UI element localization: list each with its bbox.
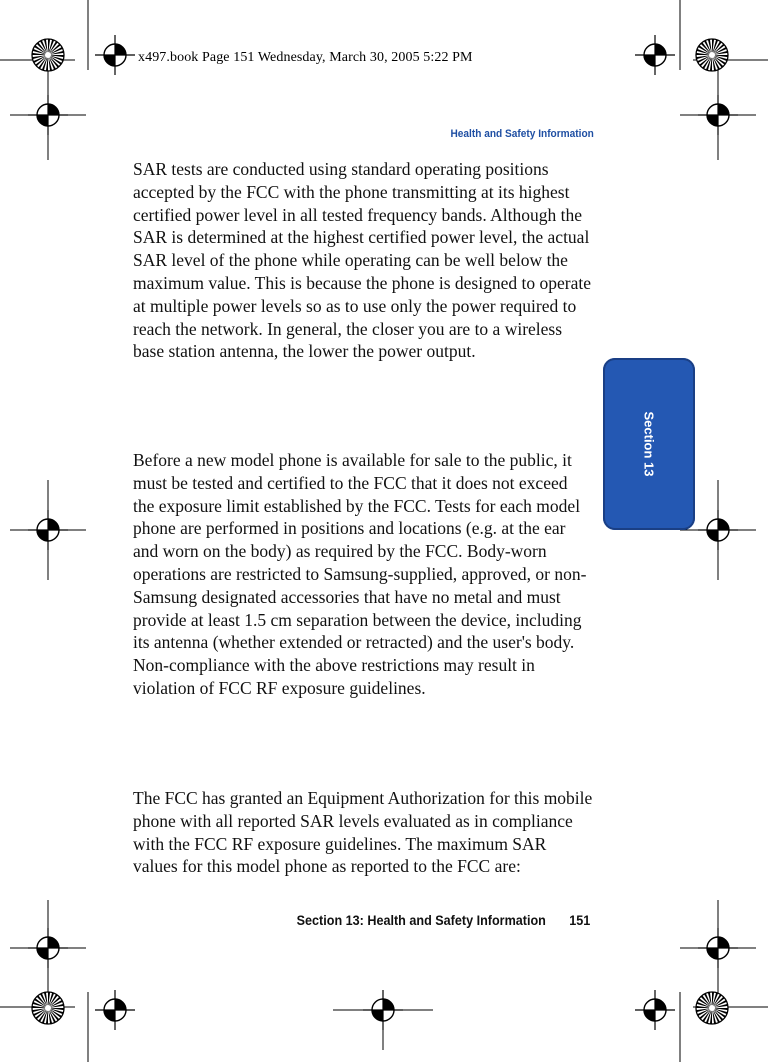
body-paragraph-1: SAR tests are conducted using standard operating positions accepted by the FCC with the phone transmitting at its highest certified power level in all tested frequency bands. Although the SAR is determined at the highest certified power level, the actual SAR level of the phone while operating can be well below the maximum value. This is because the phone is designed to operate at multiple power levels so as to use only the power required to reach the network. In general, the closer you are to a wireless base station antenna, the lower the power output.	[133, 159, 591, 362]
page-footer	[296, 912, 590, 928]
footer-section-title: Section 13: Health and Safety Information	[296, 912, 546, 928]
running-head: Health and Safety Information	[450, 128, 594, 140]
registration-mark-icon	[635, 990, 675, 1030]
registration-mark-icon	[635, 35, 675, 75]
body-paragraph-2: Before a new model phone is available for sale to the public, it must be tested and certified to the FCC that it does not exceed the exposure limit established by the FCC. Tests for each model phone are performed in positions and locations (e.g. at the ear and worn on the body) as required by the FCC. Body-worn operations are restricted to Samsung-supplied, approved, or non-Samsung designated accessories that have no metal and must provide at least 1.5 cm separation between the device, including its antenna (whether extended or retracted) and the user's body. Non-compliance with the above restrictions may result in violation of FCC RF exposure guidelines.	[133, 450, 587, 698]
print-slug-header: x497.book Page 151 Wednesday, March 30, 2005 5:22 PM	[138, 50, 473, 65]
starburst-wheel-icon	[32, 39, 64, 71]
starburst-wheel-icon	[696, 992, 728, 1024]
body-paragraph-3: The FCC has granted an Equipment Authorization for this mobile phone with all reported SAR levels evaluated as in compliance with the FCC RF exposure guidelines. The maximum SAR values for this model phone as reported to the FCC are:	[133, 788, 593, 877]
starburst-wheel-icon	[32, 992, 64, 1024]
page-number: 151	[568, 912, 590, 928]
starburst-wheel-icon	[696, 39, 728, 71]
section-tab	[603, 358, 695, 530]
section-tab-label: Section 13	[641, 411, 657, 477]
registration-mark-icon	[95, 35, 135, 75]
registration-mark-icon	[95, 990, 135, 1030]
